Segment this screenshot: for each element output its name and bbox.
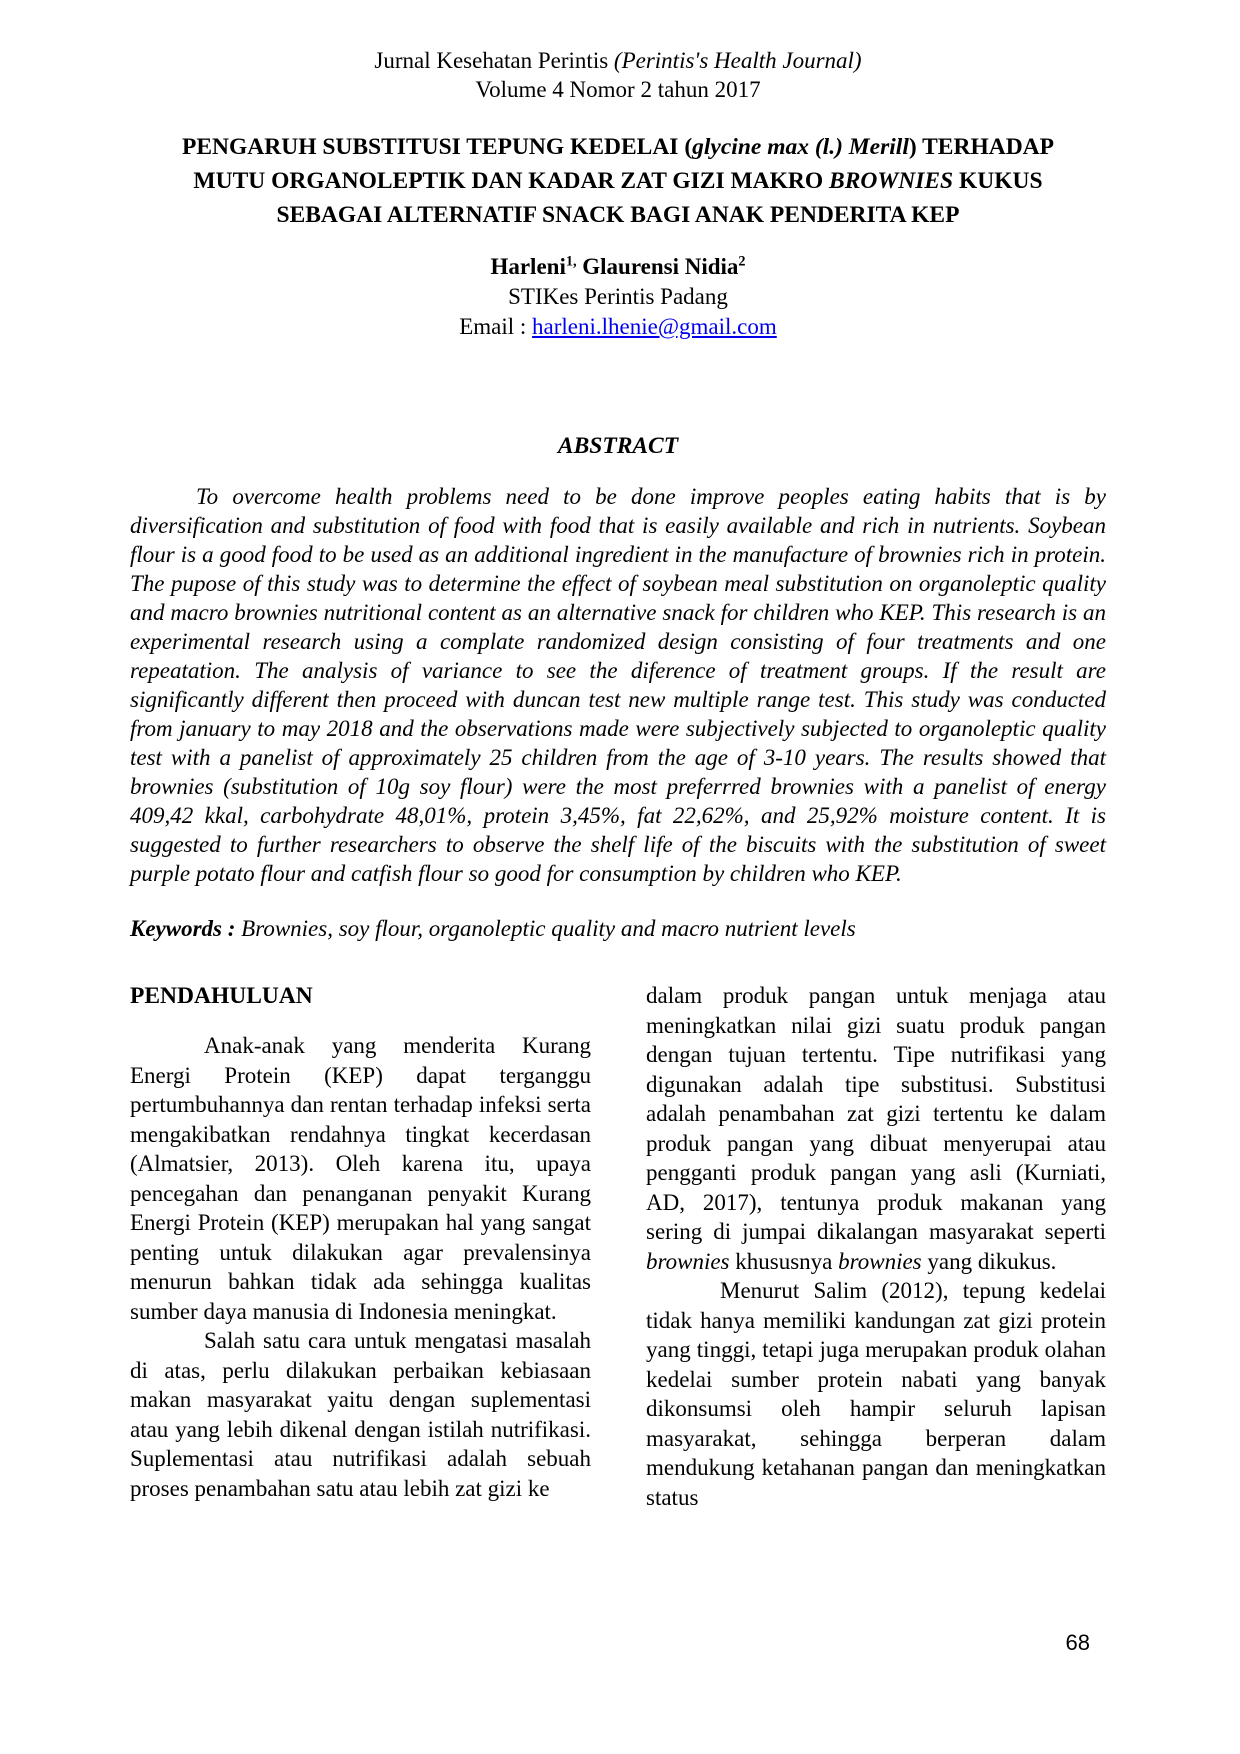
keywords-line bbox=[130, 914, 1106, 943]
paper-title-line-1: PENGARUH SUBSTITUSI TEPUNG KEDELAI (glycine max (l.) Merill) TERHADAP bbox=[182, 134, 1054, 160]
keywords-text: Brownies, soy flour, organoleptic quality and macro nutrient levels bbox=[235, 916, 856, 941]
journal-volume: Volume 4 Nomor 2 tahun 2017 bbox=[475, 77, 761, 102]
email-link[interactable]: harleni.lhenie@gmail.com bbox=[532, 314, 777, 339]
author-names bbox=[130, 252, 1106, 282]
author-block bbox=[130, 252, 1106, 342]
keywords-label: Keywords : bbox=[130, 916, 236, 941]
paragraph-right-1: dalam produk pangan untuk menjaga atau meningkatkan nilai gizi suatu produk pangan dengan tujuan tertentu. Tipe nutrifikasi yang digunakan adalah tipe substitusi. Substitusi adalah penambahan zat gizi tertentu ke dalam produk pangan yang dibuat menyerupai atau pengganti produk pangan yang asli (Kurniati, AD, 2017), tentunya produk makanan yang sering di jumpai dikalangan masyarakat seperti brownies khususnya brownies yang dikukus. bbox=[646, 983, 1106, 1274]
page-number: 68 bbox=[1065, 1630, 1090, 1655]
right-column bbox=[646, 981, 1106, 1512]
body-columns bbox=[130, 981, 1106, 1512]
author-2-superscript: 2 bbox=[738, 253, 746, 270]
section-heading-pendahuluan: PENDAHULUAN bbox=[130, 983, 313, 1009]
paper-title-line-2: MUTU ORGANOLEPTIK DAN KADAR ZAT GIZI MAKRO BROWNIES KUKUS bbox=[193, 168, 1043, 194]
journal-header bbox=[130, 0, 1106, 104]
paper-title-line-3: SEBAGAI ALTERNATIF SNACK BAGI ANAK PENDERITA KEP bbox=[276, 202, 960, 228]
affiliation: STIKes Perintis Padang bbox=[508, 284, 728, 309]
author-1-superscript: 1, bbox=[565, 253, 577, 270]
paper-title bbox=[130, 130, 1106, 232]
page-content bbox=[130, 0, 1106, 1512]
left-column bbox=[130, 981, 591, 1512]
paragraph-left-1: Anak-anak yang menderita Kurang Energi Protein (KEP) dapat terganggu pertumbuhannya dan rentan terhadap infeksi serta mengakibatkan rendahnya tingkat kecerdasan (Almatsier, 2013). Oleh karena itu, upaya pencegahan dan penanganan penyakit Kurang Energi Protein (KEP) merupakan hal yang sangat penting untuk dilakukan agar prevalensinya menurun bahkan tidak ada sehingga kualitas sumber daya manusia di Indonesia meningkat. bbox=[130, 1033, 591, 1324]
author-1: Harleni bbox=[490, 254, 566, 279]
email-label: Email : bbox=[459, 314, 533, 339]
email-line bbox=[130, 312, 1106, 342]
paragraph-left-2: Salah satu cara untuk mengatasi masalah di atas, perlu dilakukan perbaikan kebiasaan makan masyarakat yaitu dengan suplementasi atau yang lebih dikenal dengan istilah nutrifikasi. Suplementasi atau nutrifikasi adalah sebuah proses penambahan satu atau lebih zat gizi ke bbox=[130, 1328, 591, 1501]
journal-name: Jurnal Kesehatan Perintis (Perintis's Health Journal) bbox=[374, 48, 862, 73]
abstract-body: To overcome health problems need to be done improve peoples eating habits that is by diversification and substitution of food with food that is easily available and rich in nutrients. Soybean flour is a good food to be used as an additional ingredient in the manufacture of brownies rich in protein. The pupose of this study was to determine the effect of soybean meal substitution on organoleptic quality and macro brownies nutritional content as an alternative snack for children who KEP. This research is an experimental research using a complate randomized design consisting of four treatments and one repeatation. The analysis of variance to see the diference of treatment groups. If the result are significantly different then proceed with duncan test new multiple range test. This study was conducted from january to may 2018 and the observations made were subjectively subjected to organoleptic quality test with a panelist of approximately 25 children from the age of 3-10 years. The results showed that brownies (substitution of 10g soy flour) were the most preferrred brownies with a panelist of energy 409,42 kkal, carbohydrate 48,01%, protein 3,45%, fat 22,62%, and 25,92% moisture content. It is suggested to further researchers to observe the shelf life of the biscuits with the substitution of sweet purple potato flour and catfish flour so good for consumption by children who KEP. bbox=[130, 484, 1106, 886]
paragraph-right-2: Menurut Salim (2012), tepung kedelai tidak hanya memiliki kandungan zat gizi protein yang tinggi, tetapi juga merupakan produk olahan kedelai sumber protein nabati yang banyak dikonsumsi oleh hampir seluruh lapisan masyarakat, sehingga berperan dalam mendukung ketahanan pangan dan meningkatkan status bbox=[646, 1278, 1106, 1510]
author-2: Glaurensi Nidia bbox=[576, 254, 739, 279]
abstract-heading: ABSTRACT bbox=[557, 433, 679, 459]
